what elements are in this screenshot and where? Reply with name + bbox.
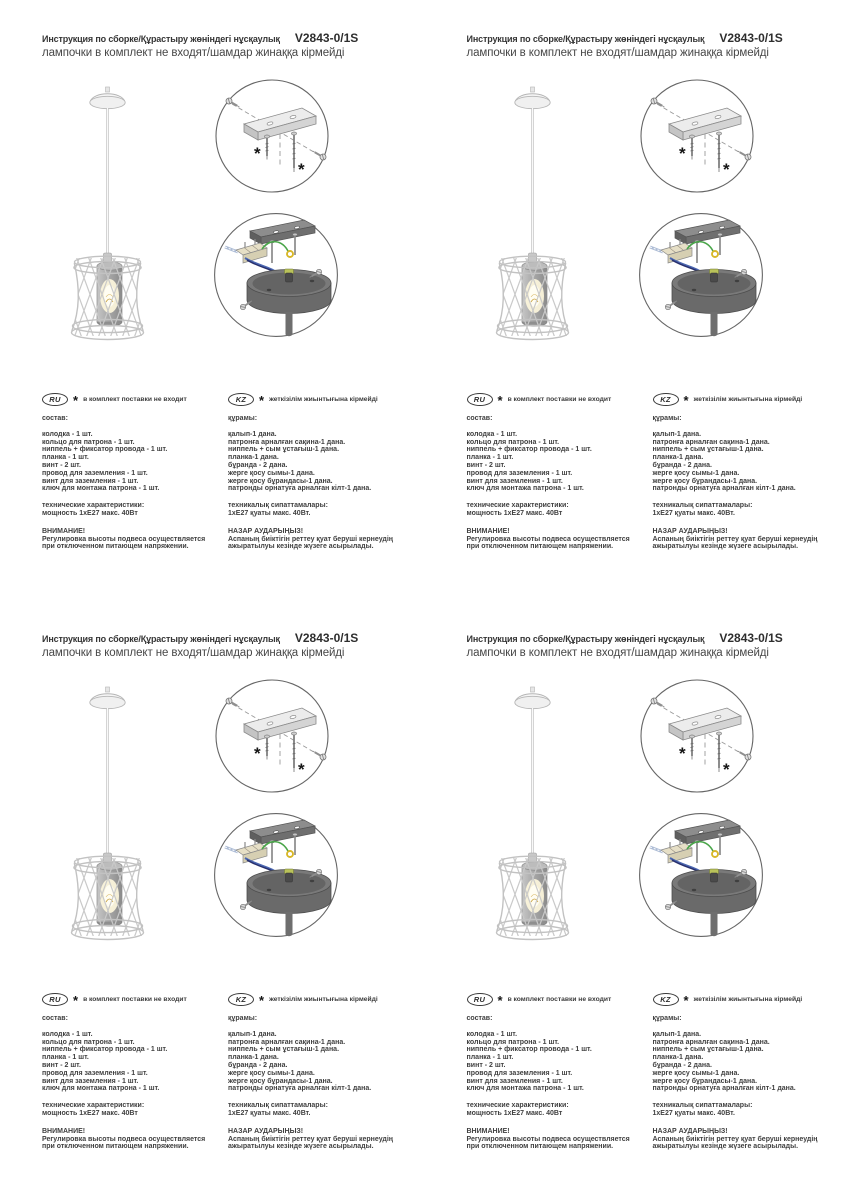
list-item: жерге қосу сымы-1 дана.: [228, 1069, 315, 1077]
kz-section: [228, 993, 413, 1151]
list-item: винт для заземления - 1 шт.: [42, 477, 139, 485]
list-item: винт для заземления - 1 шт.: [466, 477, 563, 485]
ru-footnote: в комплект поставки не входит: [507, 395, 612, 403]
ru-warning: [467, 1128, 637, 1151]
model-number: V2843-0/1S: [719, 631, 783, 645]
kz-specs: [228, 1102, 413, 1118]
list-item: провод для заземления - 1 шт.: [42, 1069, 148, 1077]
asterisk-icon: *: [259, 992, 265, 1008]
kz-specs: [228, 502, 413, 518]
not-included-asterisk: *: [678, 744, 686, 763]
ru-warning-text: Регулировка высоты подвеса осуществляется при отключенном питающем напряжении.: [466, 535, 630, 551]
kz-badge-row: [228, 993, 413, 1006]
list-item: қалып-1 дана.: [652, 1030, 702, 1038]
wiring-detail-figure: [637, 811, 765, 939]
ru-warning-title: ВНИМАНИЕ!: [466, 527, 510, 535]
ru-warning-text: Регулировка высоты подвеса осуществляется при отключенном питающем напряжении.: [42, 1135, 206, 1151]
bracket-detail-figure: [639, 78, 755, 194]
list-item: патронға арналған сақина-1 дана.: [652, 1038, 770, 1046]
kz-parts-list: [228, 431, 413, 493]
ru-warning: [42, 528, 212, 551]
list-item: ниппель + фиксатор провода - 1 шт.: [42, 1046, 168, 1054]
ru-warning-title: ВНИМАНИЕ!: [466, 1127, 510, 1135]
kz-footnote: жеткізілім жиынтығына кірмейді: [269, 395, 378, 403]
ru-specs-title: технические характеристики:: [42, 502, 145, 510]
list-item: жерге қосу сымы-1 дана.: [652, 469, 740, 477]
list-item: ключ для монтажа патрона - 1 шт.: [42, 485, 160, 493]
ru-specs-value: мощность 1хЕ27 макс. 40Вт: [42, 509, 138, 517]
not-included-asterisk: *: [254, 144, 261, 163]
kz-warning: [653, 528, 838, 551]
kz-badge-row: [653, 393, 838, 406]
not-included-asterisk: *: [254, 744, 261, 763]
ru-specs-title: технические характеристики:: [466, 1102, 569, 1110]
not-included-asterisk: *: [678, 144, 686, 163]
ru-parts-list: [42, 1031, 212, 1093]
list-item: жерге қосу бұрандасы-1 дана.: [228, 477, 333, 485]
list-item: патронға арналған сақина-1 дана.: [652, 438, 770, 446]
kz-language-badge: KZ: [228, 993, 254, 1006]
list-item: винт - 2 шт.: [466, 1061, 506, 1069]
model-number: V2843-0/1S: [719, 31, 783, 45]
list-item: винт для заземления - 1 шт.: [466, 1077, 563, 1085]
not-included-asterisk: *: [722, 760, 730, 779]
list-item: патронға арналған сақина-1 дана.: [228, 438, 346, 446]
list-item: ниппель + сым ұстағыш-1 дана.: [228, 1046, 340, 1054]
asterisk-icon: *: [259, 392, 265, 408]
list-item: винт - 2 шт.: [42, 1061, 81, 1069]
list-item: патронға арналған сақина-1 дана.: [228, 1038, 346, 1046]
asterisk-icon: *: [497, 392, 503, 408]
instruction-panel: [0, 600, 425, 1200]
list-item: ключ для монтажа патрона - 1 шт.: [466, 485, 584, 493]
title-row: [42, 631, 402, 645]
ru-section: [42, 993, 212, 1151]
ru-warning-title: ВНИМАНИЕ!: [42, 527, 86, 535]
list-item: планка-1 дана.: [228, 454, 279, 462]
list-item: қалып-1 дана.: [652, 430, 702, 438]
ru-language-badge: RU: [467, 993, 493, 1006]
kz-warning: [228, 1128, 413, 1151]
kz-warning: [228, 528, 413, 551]
ceiling-canopy: [514, 687, 549, 709]
title-row: [42, 31, 402, 45]
list-item: жерге қосу сымы-1 дана.: [228, 469, 315, 477]
title-row: [467, 31, 827, 45]
not-included-asterisk: *: [298, 760, 305, 779]
ru-section: [42, 393, 212, 551]
panel-header: [467, 631, 827, 659]
ru-parts-list: [467, 431, 637, 493]
kz-specs: [653, 502, 838, 518]
list-item: планка - 1 шт.: [42, 454, 89, 462]
kz-specs-value: 1хЕ27 қуаты макс. 40Вт.: [652, 1109, 735, 1117]
ru-specs: [467, 502, 637, 518]
asterisk-icon: *: [73, 992, 79, 1008]
kz-list-title: құрамы:: [228, 1015, 258, 1022]
ru-list-title: состав:: [42, 1015, 68, 1022]
ru-specs-title: технические характеристики:: [42, 1102, 145, 1110]
kz-warning-text: Аспаның биіктігін реттеу қуат беруші кернеудің ажыратылуы кезінде жүзеге асырылады.: [652, 535, 818, 551]
kz-section: [653, 393, 838, 551]
asterisk-icon: *: [73, 392, 79, 408]
list-item: ключ для монтажа патрона - 1 шт.: [42, 1085, 160, 1093]
list-item: бұранда - 2 дана.: [652, 1061, 712, 1069]
ru-warning-title: ВНИМАНИЕ!: [42, 1127, 86, 1135]
kz-specs-title: техникалық сипаттамалары:: [652, 1102, 753, 1110]
list-item: колодка - 1 шт.: [466, 430, 518, 438]
wiring-detail-figure: [637, 211, 765, 339]
list-item: жерге қосу бұрандасы-1 дана.: [228, 1077, 333, 1085]
wiring-detail-figure: [212, 211, 340, 339]
kz-warning-text: Аспаның биіктігін реттеу қуат беруші кернеудің ажыратылуы кезінде жүзеге асырылады.: [228, 1135, 394, 1151]
title-bilingual: Инструкция по сборке/Құрастыру жөніндегі нұсқаулық: [466, 634, 705, 644]
kz-warning-text: Аспаның биіктігін реттеу қуат беруші кернеудің ажыратылуы кезінде жүзеге асырылады.: [228, 535, 394, 551]
kz-warning-text: Аспаның биіктігін реттеу қуат беруші кернеудің ажыратылуы кезінде жүзеге асырылады.: [652, 1135, 818, 1151]
asterisk-icon: *: [497, 992, 503, 1008]
bracket-detail-figure: [214, 78, 330, 194]
list-item: ниппель + фиксатор провода - 1 шт.: [42, 446, 168, 454]
kz-language-badge: KZ: [228, 393, 254, 406]
kz-language-badge: KZ: [653, 393, 679, 406]
ru-specs-title: технические характеристики:: [466, 502, 569, 510]
kz-specs-value: 1хЕ27 қуаты макс. 40Вт.: [652, 509, 735, 517]
model-number: V2843-0/1S: [294, 31, 359, 45]
subtitle-bilingual: лампочки в комплект не входят/шамдар жинаққа кірмейді: [42, 46, 345, 59]
asterisk-icon: *: [683, 392, 689, 408]
list-item: патронды орнатуға арналған кілт-1 дана.: [228, 485, 372, 493]
list-item: қалып-1 дана.: [228, 1030, 277, 1038]
ru-warning-text: Регулировка высоты подвеса осуществляется при отключенном питающем напряжении.: [466, 1135, 630, 1151]
list-item: патронды орнатуға арналған кілт-1 дана.: [228, 1085, 372, 1093]
list-item: планка - 1 шт.: [466, 1054, 514, 1062]
title-bilingual: Инструкция по сборке/Құрастыру жөніндегі нұсқаулық: [42, 34, 280, 44]
list-item: ниппель + фиксатор провода - 1 шт.: [466, 1046, 592, 1054]
kz-specs: [653, 1102, 838, 1118]
list-item: винт для заземления - 1 шт.: [42, 1077, 139, 1085]
kz-badge-row: [653, 993, 838, 1006]
subtitle-bilingual: лампочки в комплект не входят/шамдар жинаққа кірмейді: [42, 646, 345, 659]
instruction-panel: [425, 600, 849, 1200]
ru-list-title: состав:: [42, 415, 68, 422]
model-number: V2843-0/1S: [294, 631, 359, 645]
ru-badge-row: [42, 393, 212, 406]
list-item: жерге қосу бұрандасы-1 дана.: [652, 477, 758, 485]
list-item: кольцо для патрона - 1 шт.: [42, 438, 135, 446]
kz-parts-list: [653, 1031, 838, 1093]
ru-section: [467, 393, 637, 551]
ru-language-badge: RU: [42, 393, 68, 406]
title-row: [467, 631, 827, 645]
ru-footnote: в комплект поставки не входит: [507, 995, 612, 1003]
list-item: планка-1 дана.: [228, 1054, 279, 1062]
list-item: провод для заземления - 1 шт.: [466, 1069, 573, 1077]
kz-footnote: жеткізілім жиынтығына кірмейді: [693, 395, 803, 403]
kz-section: [228, 393, 413, 551]
kz-specs-title: техникалық сипаттамалары:: [228, 502, 328, 510]
list-item: қалып-1 дана.: [228, 430, 277, 438]
ru-badge-row: [42, 993, 212, 1006]
kz-language-badge: KZ: [653, 993, 679, 1006]
bracket-detail-figure: [214, 678, 330, 794]
list-item: планка-1 дана.: [652, 1054, 704, 1062]
ru-specs: [42, 1102, 212, 1118]
kz-footnote: жеткізілім жиынтығына кірмейді: [693, 995, 803, 1003]
ru-specs: [467, 1102, 637, 1118]
pendant-lamp-figure: [495, 86, 571, 344]
list-item: планка - 1 шт.: [42, 1054, 89, 1062]
pendant-lamp-figure: [70, 686, 146, 944]
ru-list-title: состав:: [466, 1015, 493, 1022]
list-item: патронды орнатуға арналған кілт-1 дана.: [652, 485, 796, 493]
title-bilingual: Инструкция по сборке/Құрастыру жөніндегі нұсқаулық: [466, 34, 705, 44]
kz-specs-title: техникалық сипаттамалары:: [228, 1102, 328, 1110]
wiring-detail-figure: [212, 811, 340, 939]
ru-specs-value: мощность 1хЕ27 макс. 40Вт: [466, 509, 563, 517]
kz-warning-title: НАЗАР АУДАРЫҢЫЗ!: [228, 527, 304, 535]
kz-list-title: құрамы:: [652, 1015, 682, 1022]
ru-warning: [42, 1128, 212, 1151]
list-item: винт - 2 шт.: [42, 461, 81, 469]
kz-warning-title: НАЗАР АУДАРЫҢЫЗ!: [652, 1127, 728, 1135]
list-item: провод для заземления - 1 шт.: [466, 469, 573, 477]
ru-list-title: состав:: [466, 415, 493, 422]
list-item: бұранда - 2 дана.: [228, 461, 288, 469]
ru-language-badge: RU: [467, 393, 493, 406]
not-included-asterisk: *: [298, 160, 305, 179]
ru-footnote: в комплект поставки не входит: [83, 395, 187, 403]
list-item: кольцо для патрона - 1 шт.: [466, 1038, 560, 1046]
pendant-lamp-figure: [495, 686, 571, 944]
list-item: винт - 2 шт.: [466, 461, 506, 469]
list-item: колодка - 1 шт.: [42, 430, 93, 438]
ru-warning-text: Регулировка высоты подвеса осуществляется при отключенном питающем напряжении.: [42, 535, 206, 551]
list-item: ниппель + сым ұстағыш-1 дана.: [652, 1046, 764, 1054]
list-item: ниппель + сым ұстағыш-1 дана.: [652, 446, 764, 454]
title-bilingual: Инструкция по сборке/Құрастыру жөніндегі нұсқаулық: [42, 634, 280, 644]
subtitle-bilingual: лампочки в комплект не входят/шамдар жинаққа кірмейді: [466, 646, 769, 659]
list-item: колодка - 1 шт.: [466, 1030, 518, 1038]
list-item: бұранда - 2 дана.: [652, 461, 712, 469]
ru-section: [467, 993, 637, 1151]
list-item: жерге қосу сымы-1 дана.: [652, 1069, 740, 1077]
pendant-lamp-figure: [70, 86, 146, 344]
kz-parts-list: [653, 431, 838, 493]
list-item: кольцо для патрона - 1 шт.: [466, 438, 560, 446]
kz-list-title: құрамы:: [652, 415, 682, 422]
ru-specs-value: мощность 1хЕ27 макс. 40Вт: [466, 1109, 563, 1117]
list-item: колодка - 1 шт.: [42, 1030, 93, 1038]
kz-warning-title: НАЗАР АУДАРЫҢЫЗ!: [652, 527, 728, 535]
ru-parts-list: [467, 1031, 637, 1093]
ceiling-canopy: [90, 687, 125, 709]
asterisk-icon: *: [683, 992, 689, 1008]
ru-badge-row: [467, 393, 637, 406]
kz-specs-value: 1хЕ27 қуаты макс. 40Вт.: [228, 509, 311, 517]
ru-footnote: в комплект поставки не входит: [83, 995, 187, 1003]
panel-header: [42, 631, 402, 659]
kz-badge-row: [228, 393, 413, 406]
list-item: бұранда - 2 дана.: [228, 1061, 288, 1069]
list-item: планка - 1 шт.: [466, 454, 514, 462]
list-item: кольцо для патрона - 1 шт.: [42, 1038, 135, 1046]
kz-list-title: құрамы:: [228, 415, 258, 422]
list-item: провод для заземления - 1 шт.: [42, 469, 148, 477]
bracket-detail-figure: [639, 678, 755, 794]
ru-badge-row: [467, 993, 637, 1006]
kz-specs-title: техникалық сипаттамалары:: [652, 502, 753, 510]
kz-footnote: жеткізілім жиынтығына кірмейді: [269, 995, 378, 1003]
ru-specs: [42, 502, 212, 518]
list-item: ниппель + фиксатор провода - 1 шт.: [466, 446, 592, 454]
ru-specs-value: мощность 1хЕ27 макс. 40Вт: [42, 1109, 138, 1117]
ru-language-badge: RU: [42, 993, 68, 1006]
kz-parts-list: [228, 1031, 413, 1093]
ru-warning: [467, 528, 637, 551]
ceiling-canopy: [514, 87, 549, 109]
panel-header: [42, 31, 402, 59]
kz-specs-value: 1хЕ27 қуаты макс. 40Вт.: [228, 1109, 311, 1117]
list-item: патронды орнатуға арналған кілт-1 дана.: [652, 1085, 796, 1093]
list-item: планка-1 дана.: [652, 454, 704, 462]
list-item: ключ для монтажа патрона - 1 шт.: [466, 1085, 584, 1093]
kz-warning: [653, 1128, 838, 1151]
instruction-panel: [425, 0, 849, 600]
kz-warning-title: НАЗАР АУДАРЫҢЫЗ!: [228, 1127, 304, 1135]
panel-header: [467, 31, 827, 59]
not-included-asterisk: *: [722, 160, 730, 179]
subtitle-bilingual: лампочки в комплект не входят/шамдар жинаққа кірмейді: [466, 46, 769, 59]
instruction-panel: [0, 0, 425, 600]
list-item: жерге қосу бұрандасы-1 дана.: [652, 1077, 758, 1085]
ru-parts-list: [42, 431, 212, 493]
ceiling-canopy: [90, 87, 125, 109]
list-item: ниппель + сым ұстағыш-1 дана.: [228, 446, 340, 454]
kz-section: [653, 993, 838, 1151]
